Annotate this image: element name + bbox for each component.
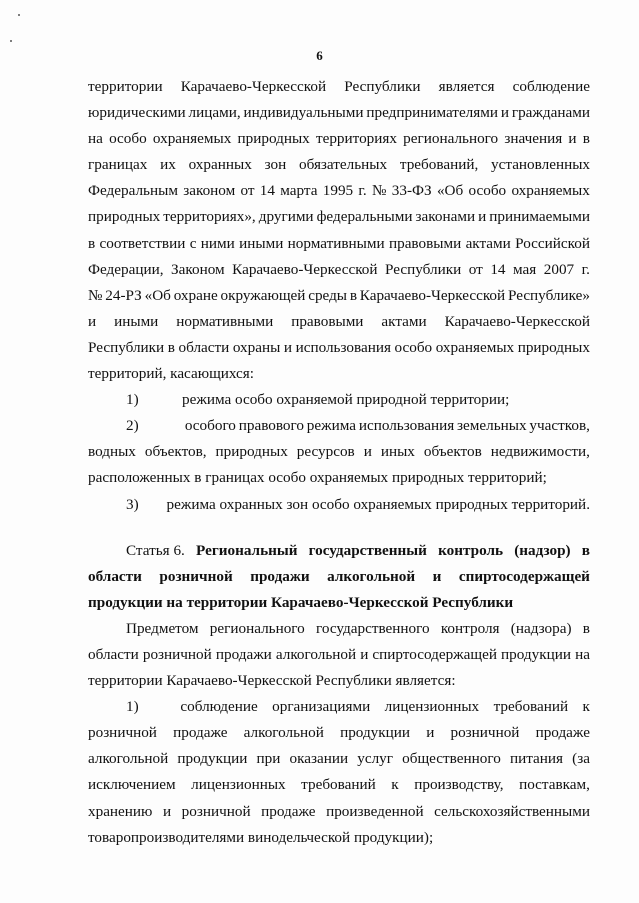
list-item: 1) соблюдение организациями лицензионных требований к bbox=[126, 698, 590, 716]
article-label: Статья 6. bbox=[126, 541, 185, 559]
text-line: № 24-РЗ «Об охране окружающей среды в Карачаево-Черкесской Республике» bbox=[88, 286, 590, 304]
page-number: 6 bbox=[316, 48, 323, 63]
text-line: природных территориях», другими федеральными законами и принимаемыми bbox=[88, 208, 590, 226]
text-line: территорий, касающихся: bbox=[88, 365, 254, 383]
text-line: Предметом регионального государственного контроля (надзора) в bbox=[126, 619, 590, 637]
text-line: территории Карачаево-Черкесской Республики является соблюдение bbox=[88, 78, 590, 95]
list-regimes bbox=[88, 387, 590, 517]
text-line: Республики в области охраны и использования особо охраняемых природных bbox=[88, 338, 590, 356]
text-line: границах их охранных зон обязательных требований, установленных bbox=[88, 156, 590, 174]
text-line: Федерации, Законом Карачаево-Черкесской Республики от 14 мая 2007 г. bbox=[88, 260, 590, 278]
list-item: 2) особого правового режима использования земельных участков, bbox=[126, 417, 590, 435]
text-line: юридическими лицами, индивидуальными предпринимателями и гражданами bbox=[88, 104, 590, 122]
heading-line: продукции на территории Карачаево-Черкесской Республики bbox=[88, 593, 514, 611]
text-line: товаропроизводителями винодельческой продукции); bbox=[88, 828, 434, 846]
list-subject-items bbox=[88, 694, 590, 851]
heading-line: области розничной продажи алкогольной и спиртосодержащей bbox=[88, 567, 590, 585]
text-line: розничной продаже алкогольной продукции и розничной продаже bbox=[88, 724, 590, 742]
text-line: в соответствии с ними иными нормативными правовыми актами Российской bbox=[88, 234, 590, 252]
paragraph-article5-scope bbox=[88, 74, 590, 387]
text-line: территории Карачаево-Черкесской Республики является: bbox=[88, 672, 456, 690]
text-line: исключением лицензионных требований к производству, поставкам, bbox=[88, 776, 590, 794]
paragraph-article6-subject bbox=[88, 616, 590, 694]
list-item: 1) режима особо охраняемой природной территории; bbox=[126, 391, 510, 409]
text-line: хранению и розничной продаже произведенной сельскохозяйственными bbox=[88, 802, 590, 820]
text-line: алкогольной продукции при оказании услуг общественного питания (за bbox=[88, 750, 590, 768]
scan-speck bbox=[18, 14, 20, 16]
heading-line: Статья 6. Региональный государственный контроль (надзор) в bbox=[88, 538, 590, 564]
article-6-heading bbox=[88, 538, 590, 616]
document-body bbox=[88, 74, 590, 851]
spacer bbox=[88, 518, 590, 538]
text-line: расположенных в границах особо охраняемых природных территорий; bbox=[88, 469, 547, 487]
text-line: и иными нормативными правовыми актами Карачаево-Черкесской bbox=[88, 312, 590, 330]
scan-speck bbox=[10, 40, 12, 42]
list-item: 3) режима охранных зон особо охраняемых природных территорий. bbox=[126, 495, 590, 513]
text-line: на особо охраняемых природных территориях регионального значения и в bbox=[88, 130, 590, 148]
text-line: Федеральным законом от 14 марта 1995 г. № 33-ФЗ «Об особо охраняемых bbox=[88, 182, 590, 200]
text-line: водных объектов, природных ресурсов и иных объектов недвижимости, bbox=[88, 443, 590, 461]
text-line: области розничной продажи алкогольной и спиртосодержащей продукции на bbox=[88, 645, 590, 663]
